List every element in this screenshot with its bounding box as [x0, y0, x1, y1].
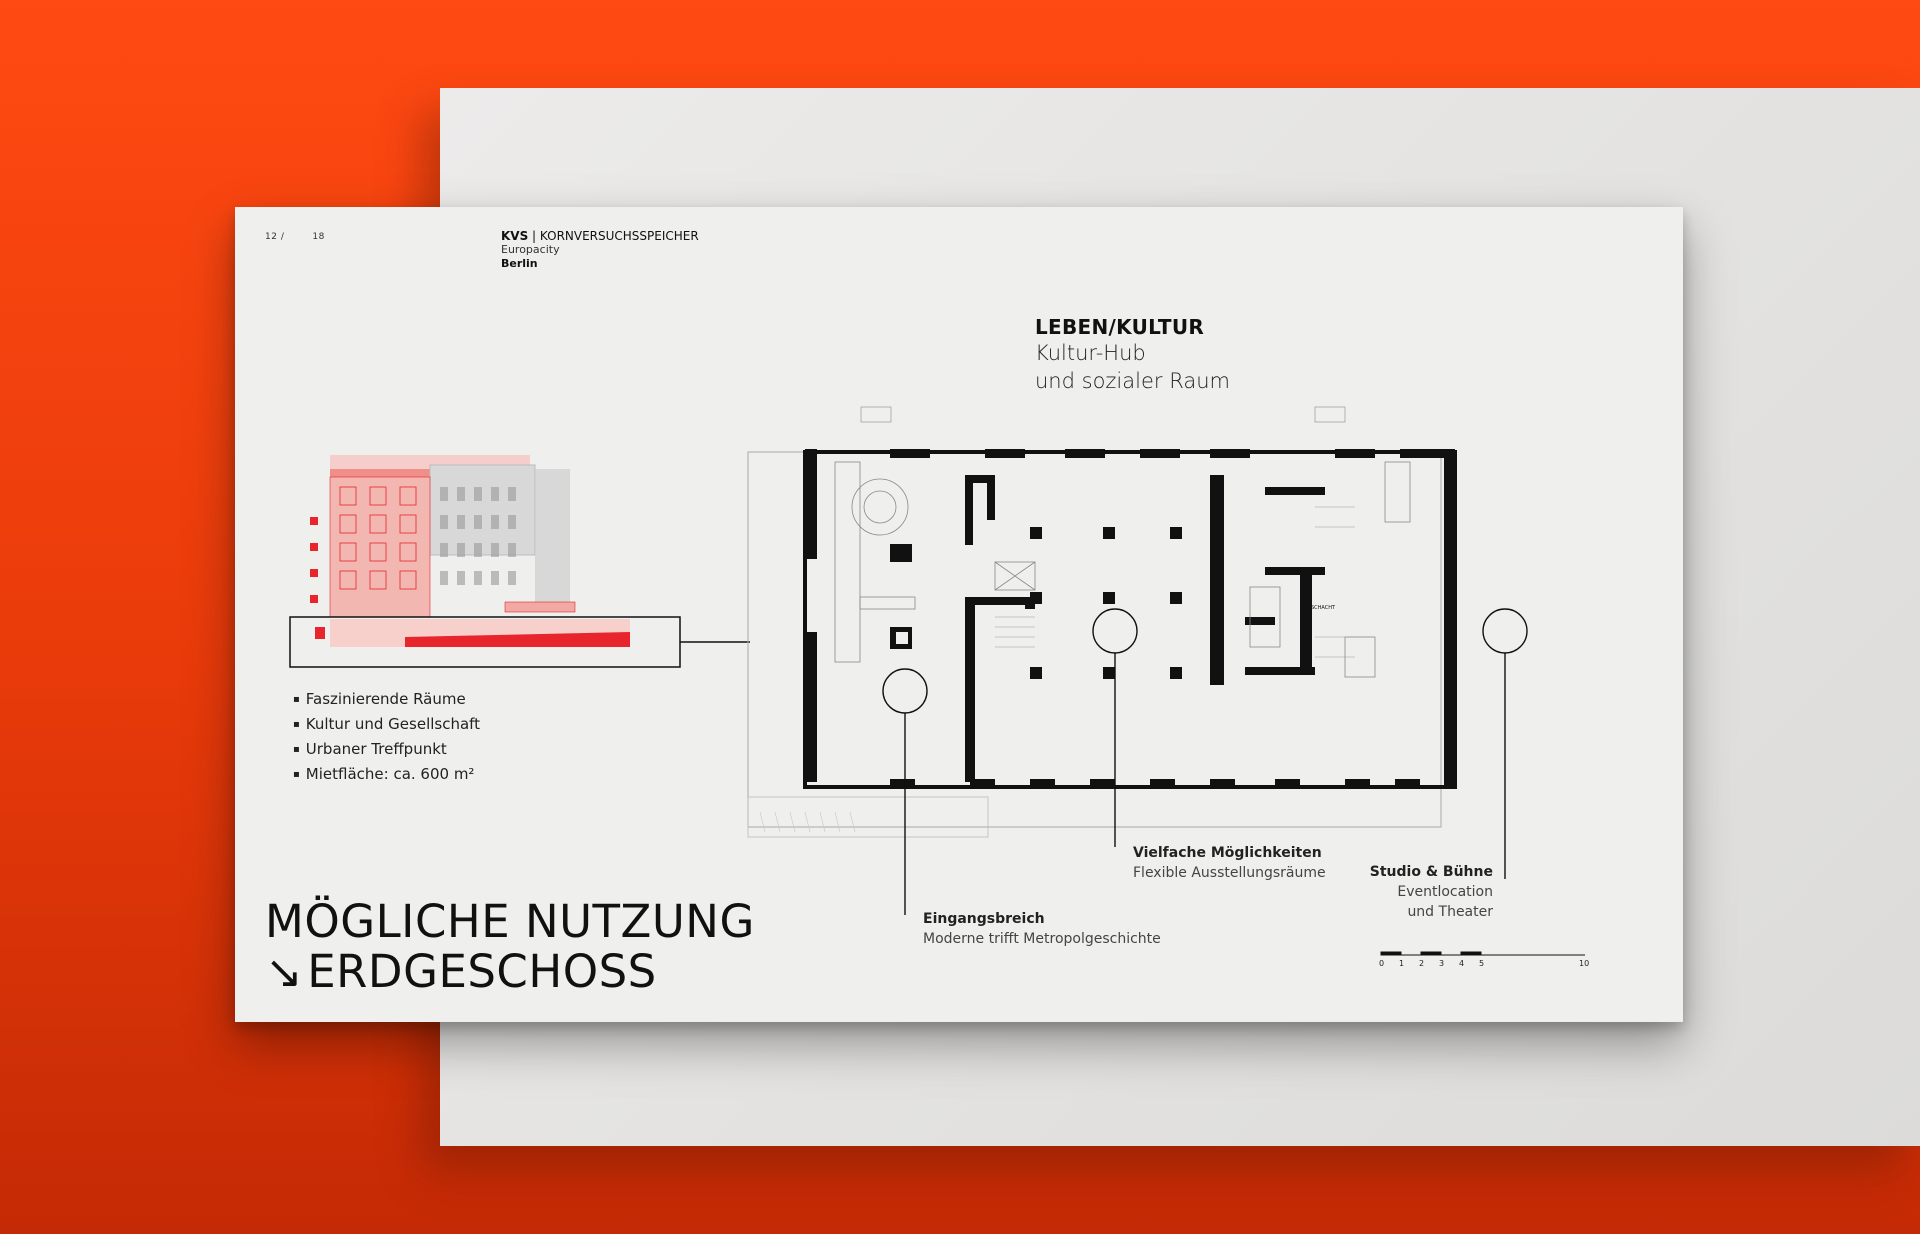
page-total: 18	[312, 232, 325, 242]
scale-label: 5	[1479, 959, 1485, 968]
feature-item: ▪ Mietfläche: ca. 600 m²	[293, 762, 480, 787]
page-headline	[265, 897, 755, 997]
callout-title: Vielfache Möglichkeiten	[1133, 845, 1322, 861]
brand-header: KVS | KORNVERSUCHSSPEICHER Europacity Berlin	[501, 229, 699, 270]
brand-name: KORNVERSUCHSSPEICHER	[539, 229, 699, 243]
feature-item: ▪ Faszinierende Räume	[293, 687, 480, 712]
shaft-label: SCHACHT	[1311, 605, 1336, 611]
callout-studio	[1335, 862, 1493, 922]
feature-item: ▪ Urbaner Treffpunkt	[293, 737, 480, 762]
callout-subtitle: Flexible Ausstellungsräume	[1133, 865, 1326, 881]
brand-logo: KVS	[501, 229, 529, 243]
callout-title: Studio & Bühne	[1369, 864, 1493, 880]
scale-label: 10	[1579, 959, 1590, 968]
scale-bar	[1381, 952, 1585, 955]
callout-subtitle: Eventlocation	[1397, 884, 1493, 900]
facade-elevation	[290, 455, 750, 667]
section-subtitle-2: und sozialer Raum	[1035, 369, 1230, 393]
callout-subtitle: Moderne trifft Metropolgeschichte	[923, 931, 1161, 947]
scale-label: 0	[1379, 959, 1385, 968]
callout-entrance	[923, 909, 1161, 949]
headline-line-1: MÖGLICHE NUTZUNG	[265, 895, 755, 948]
brochure-page	[235, 207, 1683, 1022]
floor-plan	[748, 407, 1455, 837]
section-title: LEBEN/KULTUR	[1035, 315, 1205, 339]
scale-label: 2	[1419, 959, 1425, 968]
scale-label: 3	[1439, 959, 1445, 968]
scale-label: 4	[1459, 959, 1465, 968]
headline-line-2: ERDGESCHOSS	[307, 945, 657, 998]
page-current: 12 /	[265, 232, 285, 242]
callout-title: Eingangsbreich	[923, 911, 1045, 927]
feature-list	[293, 687, 480, 787]
callout-variety	[1133, 843, 1326, 883]
feature-item: ▪ Kultur und Gesellschaft	[293, 712, 480, 737]
scale-label: 1	[1399, 959, 1405, 968]
section-subtitle-1: Kultur-Hub	[1035, 341, 1146, 365]
brand-subtitle: Europacity	[501, 243, 560, 256]
arrow-down-right-icon: ↘	[265, 945, 304, 998]
brand-city: Berlin	[501, 257, 538, 270]
callout-subtitle: und Theater	[1407, 904, 1493, 920]
